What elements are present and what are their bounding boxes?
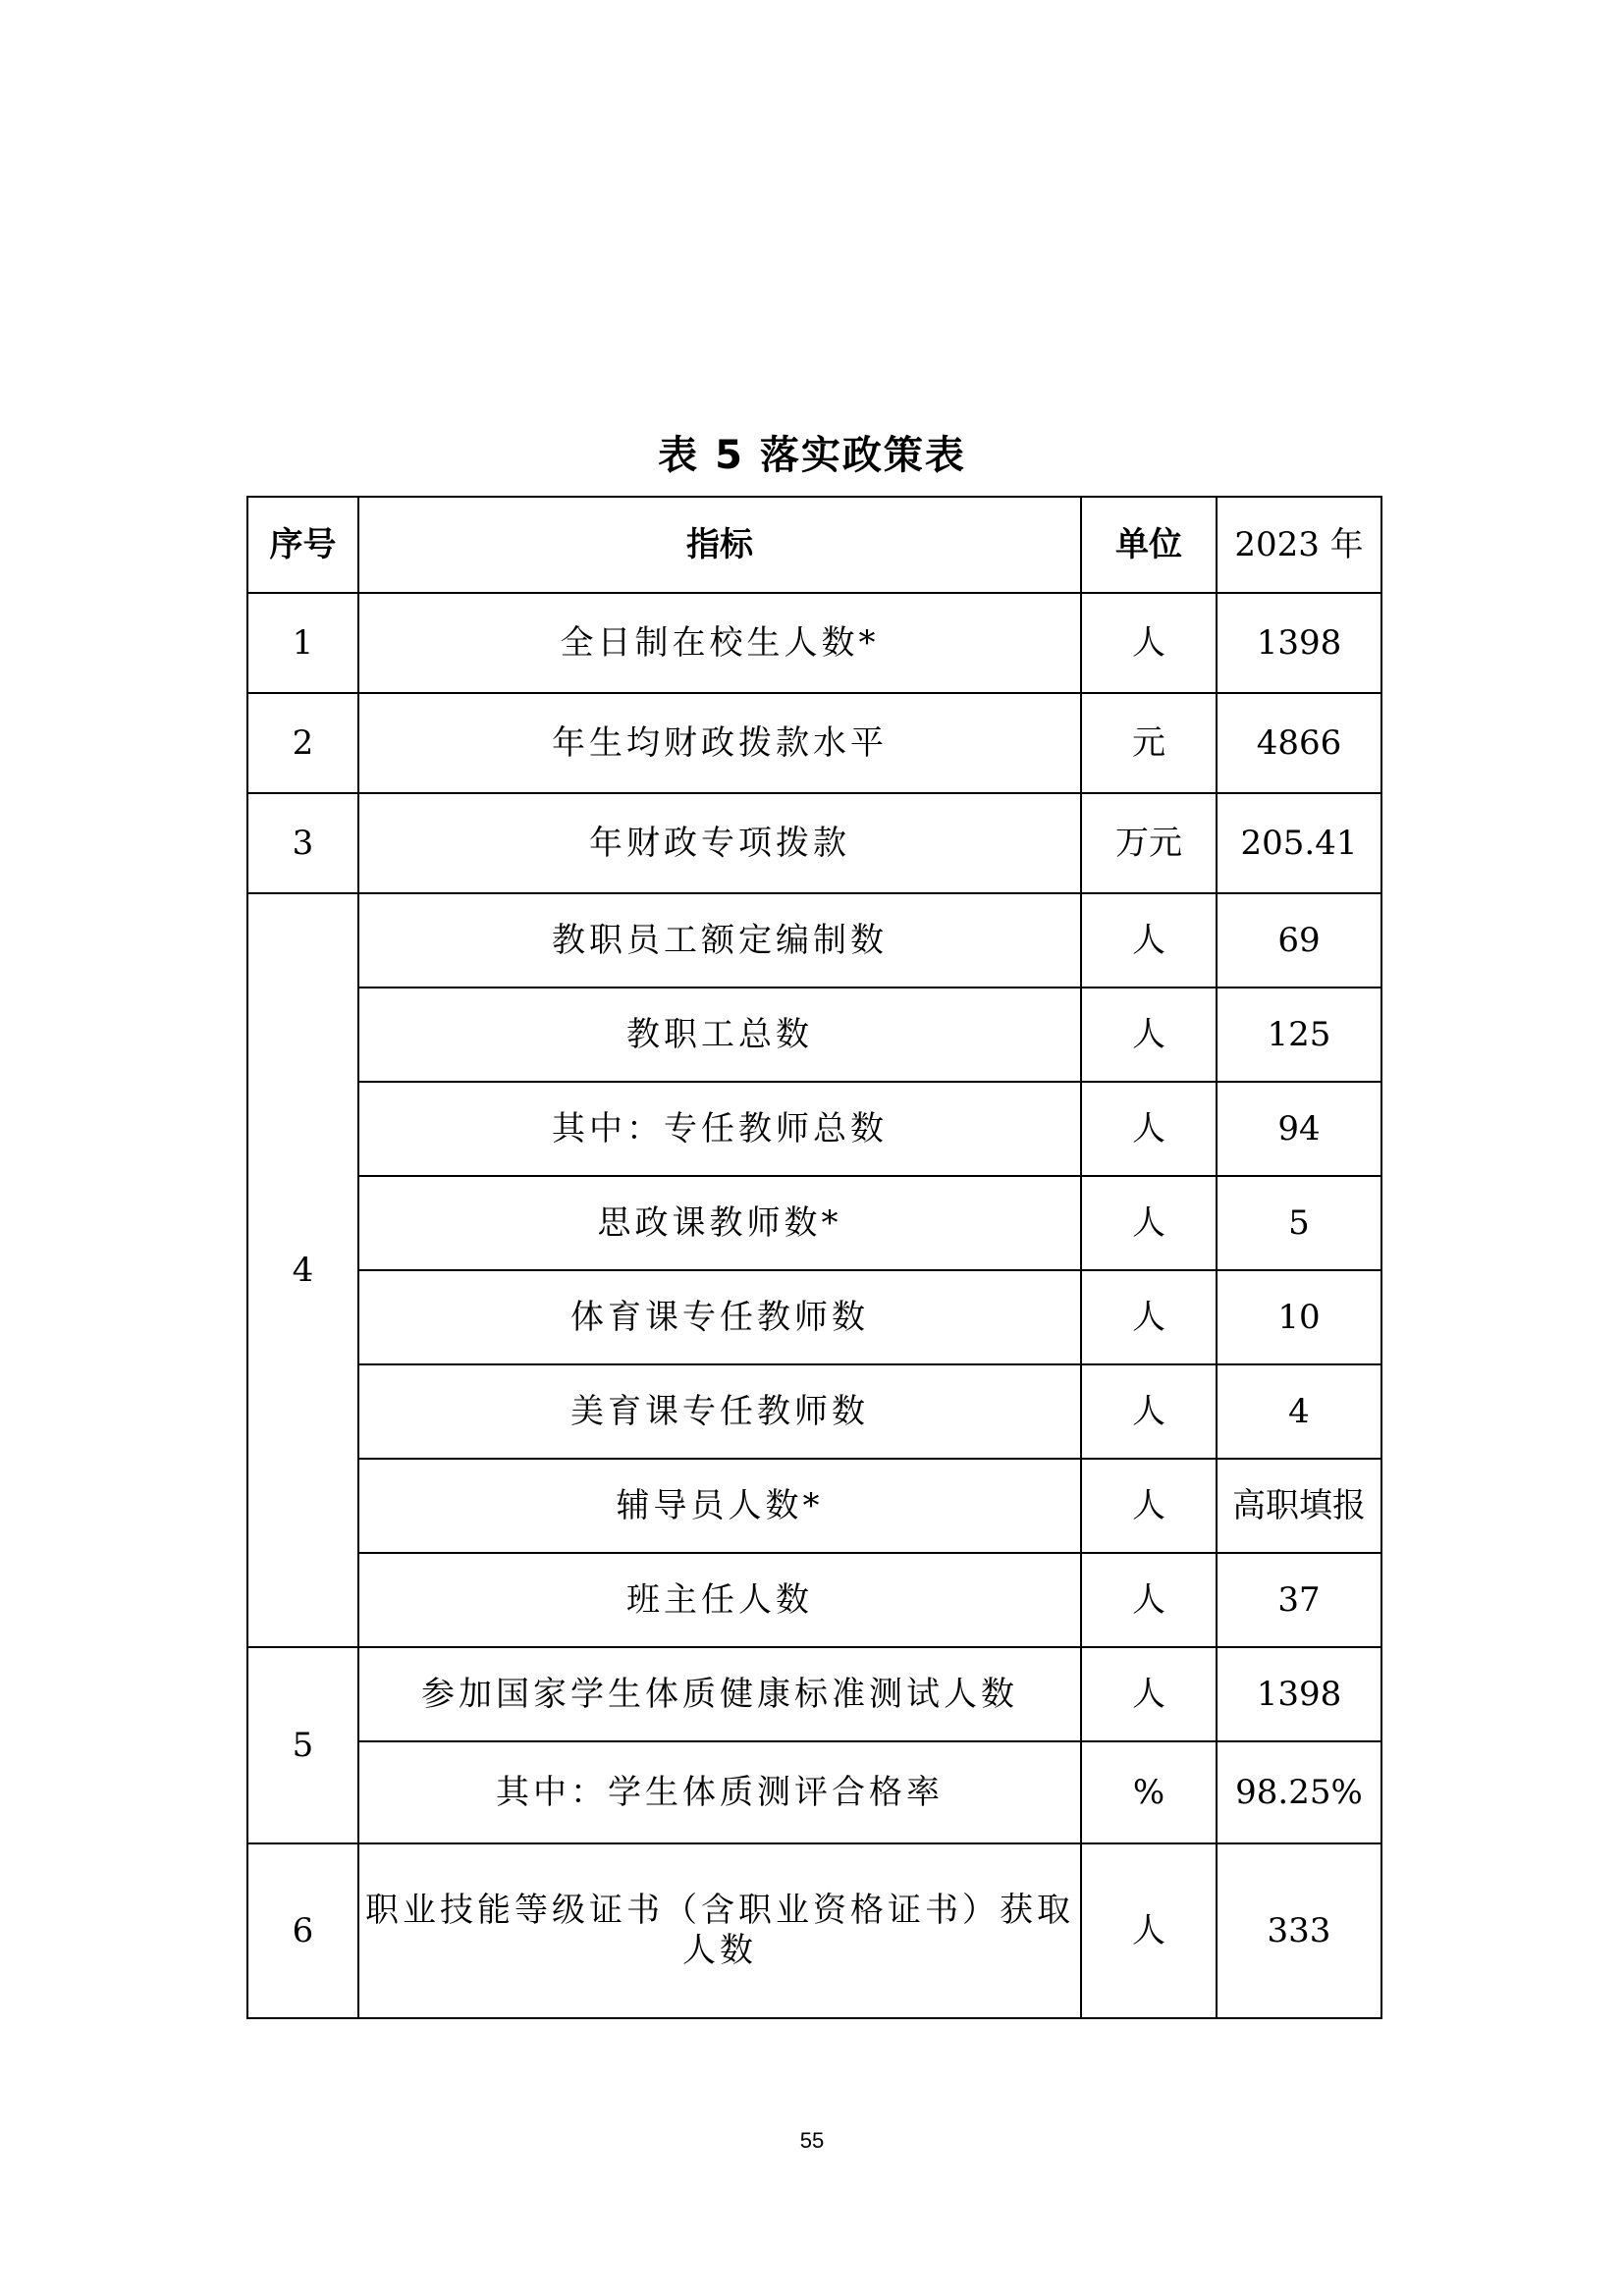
row-index: 1 bbox=[247, 593, 358, 693]
table-row bbox=[247, 893, 1381, 988]
table-row bbox=[247, 1843, 1381, 2018]
row-value: 98.25% bbox=[1217, 1741, 1381, 1843]
row-index: 3 bbox=[247, 793, 358, 893]
row-unit: 人 bbox=[1081, 1176, 1217, 1270]
row-value: 5 bbox=[1217, 1176, 1381, 1270]
table-row bbox=[247, 1741, 1381, 1843]
row-index: 5 bbox=[247, 1647, 358, 1843]
table-row bbox=[247, 1082, 1381, 1176]
table-row bbox=[247, 1459, 1381, 1553]
table-row bbox=[247, 988, 1381, 1082]
row-indicator: 其中：学生体质测评合格率 bbox=[358, 1741, 1081, 1843]
table-row bbox=[247, 1364, 1381, 1459]
header-indicator: 指标 bbox=[358, 497, 1081, 593]
row-unit: 人 bbox=[1081, 593, 1217, 693]
row-value: 37 bbox=[1217, 1553, 1381, 1647]
policy-table bbox=[246, 496, 1382, 2019]
row-unit: 万元 bbox=[1081, 793, 1217, 893]
row-value: 1398 bbox=[1217, 593, 1381, 693]
row-indicator: 教职员工额定编制数 bbox=[358, 893, 1081, 988]
row-indicator: 参加国家学生体质健康标准测试人数 bbox=[358, 1647, 1081, 1741]
row-indicator: 年生均财政拨款水平 bbox=[358, 693, 1081, 793]
row-value: 10 bbox=[1217, 1270, 1381, 1364]
row-index: 2 bbox=[247, 693, 358, 793]
row-unit: 人 bbox=[1081, 1459, 1217, 1553]
table-row bbox=[247, 793, 1381, 893]
row-unit: % bbox=[1081, 1741, 1217, 1843]
header-index: 序号 bbox=[247, 497, 358, 593]
row-unit: 人 bbox=[1081, 1082, 1217, 1176]
row-indicator: 思政课教师数* bbox=[358, 1176, 1081, 1270]
row-unit: 人 bbox=[1081, 1270, 1217, 1364]
header-year: 2023 年 bbox=[1217, 497, 1381, 593]
row-value: 1398 bbox=[1217, 1647, 1381, 1741]
row-unit: 元 bbox=[1081, 693, 1217, 793]
table-row bbox=[247, 593, 1381, 693]
row-unit: 人 bbox=[1081, 1364, 1217, 1459]
row-indicator: 年财政专项拨款 bbox=[358, 793, 1081, 893]
row-indicator: 教职工总数 bbox=[358, 988, 1081, 1082]
row-unit: 人 bbox=[1081, 1843, 1217, 2018]
table-row bbox=[247, 1176, 1381, 1270]
table-title: 表 5 落实政策表 bbox=[658, 433, 966, 478]
row-indicator: 班主任人数 bbox=[358, 1553, 1081, 1647]
row-value: 125 bbox=[1217, 988, 1381, 1082]
row-indicator: 其中：专任教师总数 bbox=[358, 1082, 1081, 1176]
row-value: 4 bbox=[1217, 1364, 1381, 1459]
row-indicator: 全日制在校生人数* bbox=[358, 593, 1081, 693]
row-indicator: 职业技能等级证书（含职业资格证书）获取人数 bbox=[358, 1843, 1081, 2018]
row-value: 205.41 bbox=[1217, 793, 1381, 893]
row-value: 94 bbox=[1217, 1082, 1381, 1176]
row-value: 69 bbox=[1217, 893, 1381, 988]
row-value: 4866 bbox=[1217, 693, 1381, 793]
table-row bbox=[247, 693, 1381, 793]
row-index: 6 bbox=[247, 1843, 358, 2018]
row-value: 333 bbox=[1217, 1843, 1381, 2018]
row-index: 4 bbox=[247, 893, 358, 1647]
row-unit: 人 bbox=[1081, 893, 1217, 988]
row-unit: 人 bbox=[1081, 1647, 1217, 1741]
row-indicator: 美育课专任教师数 bbox=[358, 1364, 1081, 1459]
table-row bbox=[247, 1270, 1381, 1364]
table-row bbox=[247, 1647, 1381, 1741]
row-unit: 人 bbox=[1081, 1553, 1217, 1647]
page-number: 55 bbox=[799, 2128, 825, 2153]
row-indicator: 辅导员人数* bbox=[358, 1459, 1081, 1553]
header-unit: 单位 bbox=[1081, 497, 1217, 593]
row-value: 高职填报 bbox=[1217, 1459, 1381, 1553]
row-unit: 人 bbox=[1081, 988, 1217, 1082]
table-row bbox=[247, 1553, 1381, 1647]
row-indicator: 体育课专任教师数 bbox=[358, 1270, 1081, 1364]
